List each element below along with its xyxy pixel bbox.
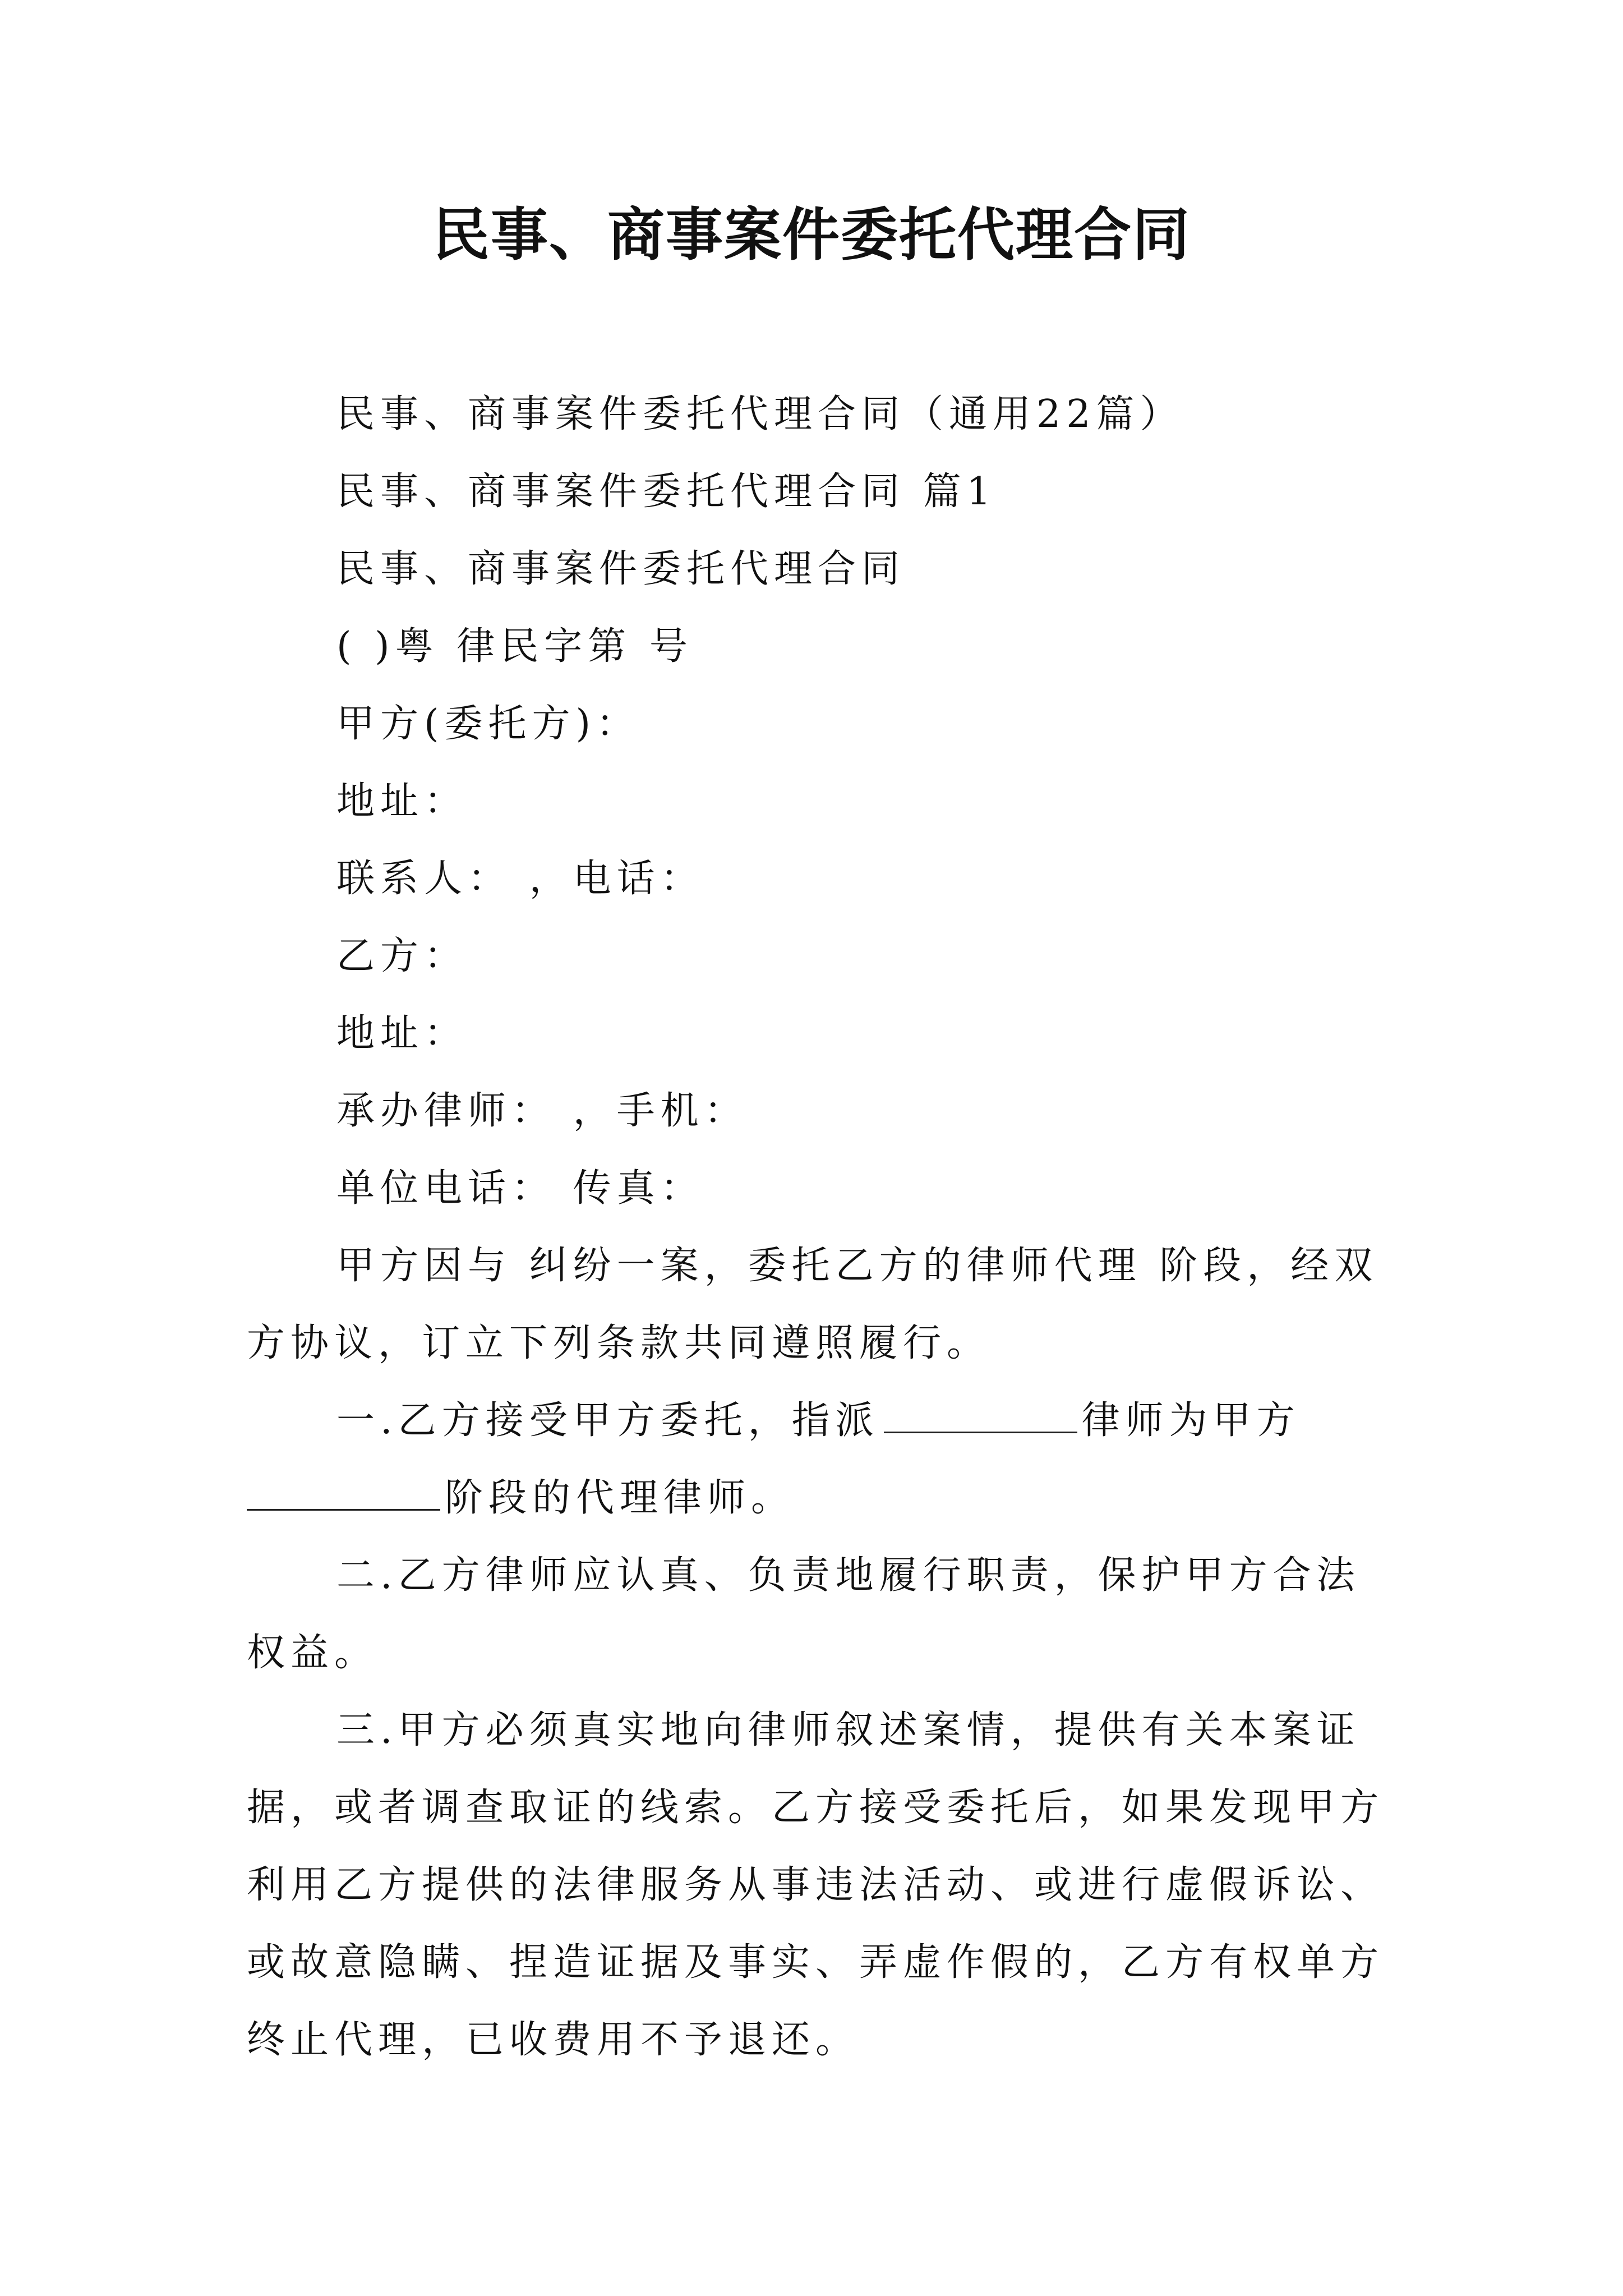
clause-1-line-2-text: 阶段的代理律师。 bbox=[445, 1476, 795, 1520]
document-body bbox=[247, 376, 1385, 2079]
subtitle-line: 民事、商事案件委托代理合同（通用22篇） bbox=[336, 392, 1184, 436]
preamble-line-1: 甲方因与 纠纷一案，委托乙方的律师代理 阶段，经双 bbox=[336, 1244, 1378, 1288]
clause-1-line-1 bbox=[247, 1382, 1374, 1460]
preamble-line-2: 方协议，订立下列条款共同遵照履行。 bbox=[247, 1321, 991, 1365]
party-a-contact-line: 联系人： ，电话： bbox=[336, 857, 704, 901]
stage-blank bbox=[247, 1475, 440, 1511]
section-heading: 民事、商事案件委托代理合同 篇1 bbox=[336, 470, 997, 514]
document-title: 民事、商事案件委托代理合同 bbox=[432, 202, 1191, 269]
clause-3-line-2: 据，或者调查取证的线索。乙方接受委托后，如果发现甲方 bbox=[247, 1786, 1385, 1830]
contract-number-line: ( )粤 律民字第 号 bbox=[336, 624, 693, 669]
clause-2-line-1: 二.乙方律师应认真、负责地履行职责，保护甲方合法 bbox=[336, 1553, 1361, 1598]
clause-1-text-after-blank: 律师为甲方 bbox=[1081, 1398, 1301, 1443]
clause-2-line-2: 权益。 bbox=[247, 1631, 379, 1675]
clause-3-line-4: 或故意隐瞒、捏造证据及事实、弄虚作假的，乙方有权单方 bbox=[247, 1940, 1385, 1985]
clause-3-line-1: 三.甲方必须真实地向律师叙述案情，提供有关本案证 bbox=[336, 1708, 1361, 1752]
party-b-address-line: 地址： bbox=[336, 1011, 468, 1056]
clause-1-line-2 bbox=[247, 1460, 1374, 1537]
party-a-address-line: 地址： bbox=[336, 779, 468, 823]
clause-3-line-5: 终止代理，已收费用不予退还。 bbox=[247, 2018, 860, 2062]
office-phone-line: 单位电话： 传真： bbox=[336, 1166, 704, 1211]
party-a-line: 甲方(委托方)： bbox=[336, 702, 640, 746]
clause-1-text-before-blank: 一.乙方接受甲方委托，指派 bbox=[336, 1398, 879, 1443]
lawyer-name-blank bbox=[884, 1398, 1077, 1433]
clause-3-line-3: 利用乙方提供的法律服务从事违法活动、或进行虚假诉讼、 bbox=[247, 1863, 1385, 1907]
contract-name-line: 民事、商事案件委托代理合同 bbox=[336, 547, 906, 591]
party-b-line: 乙方： bbox=[336, 934, 468, 978]
lawyer-line: 承办律师： ，手机： bbox=[336, 1089, 748, 1133]
